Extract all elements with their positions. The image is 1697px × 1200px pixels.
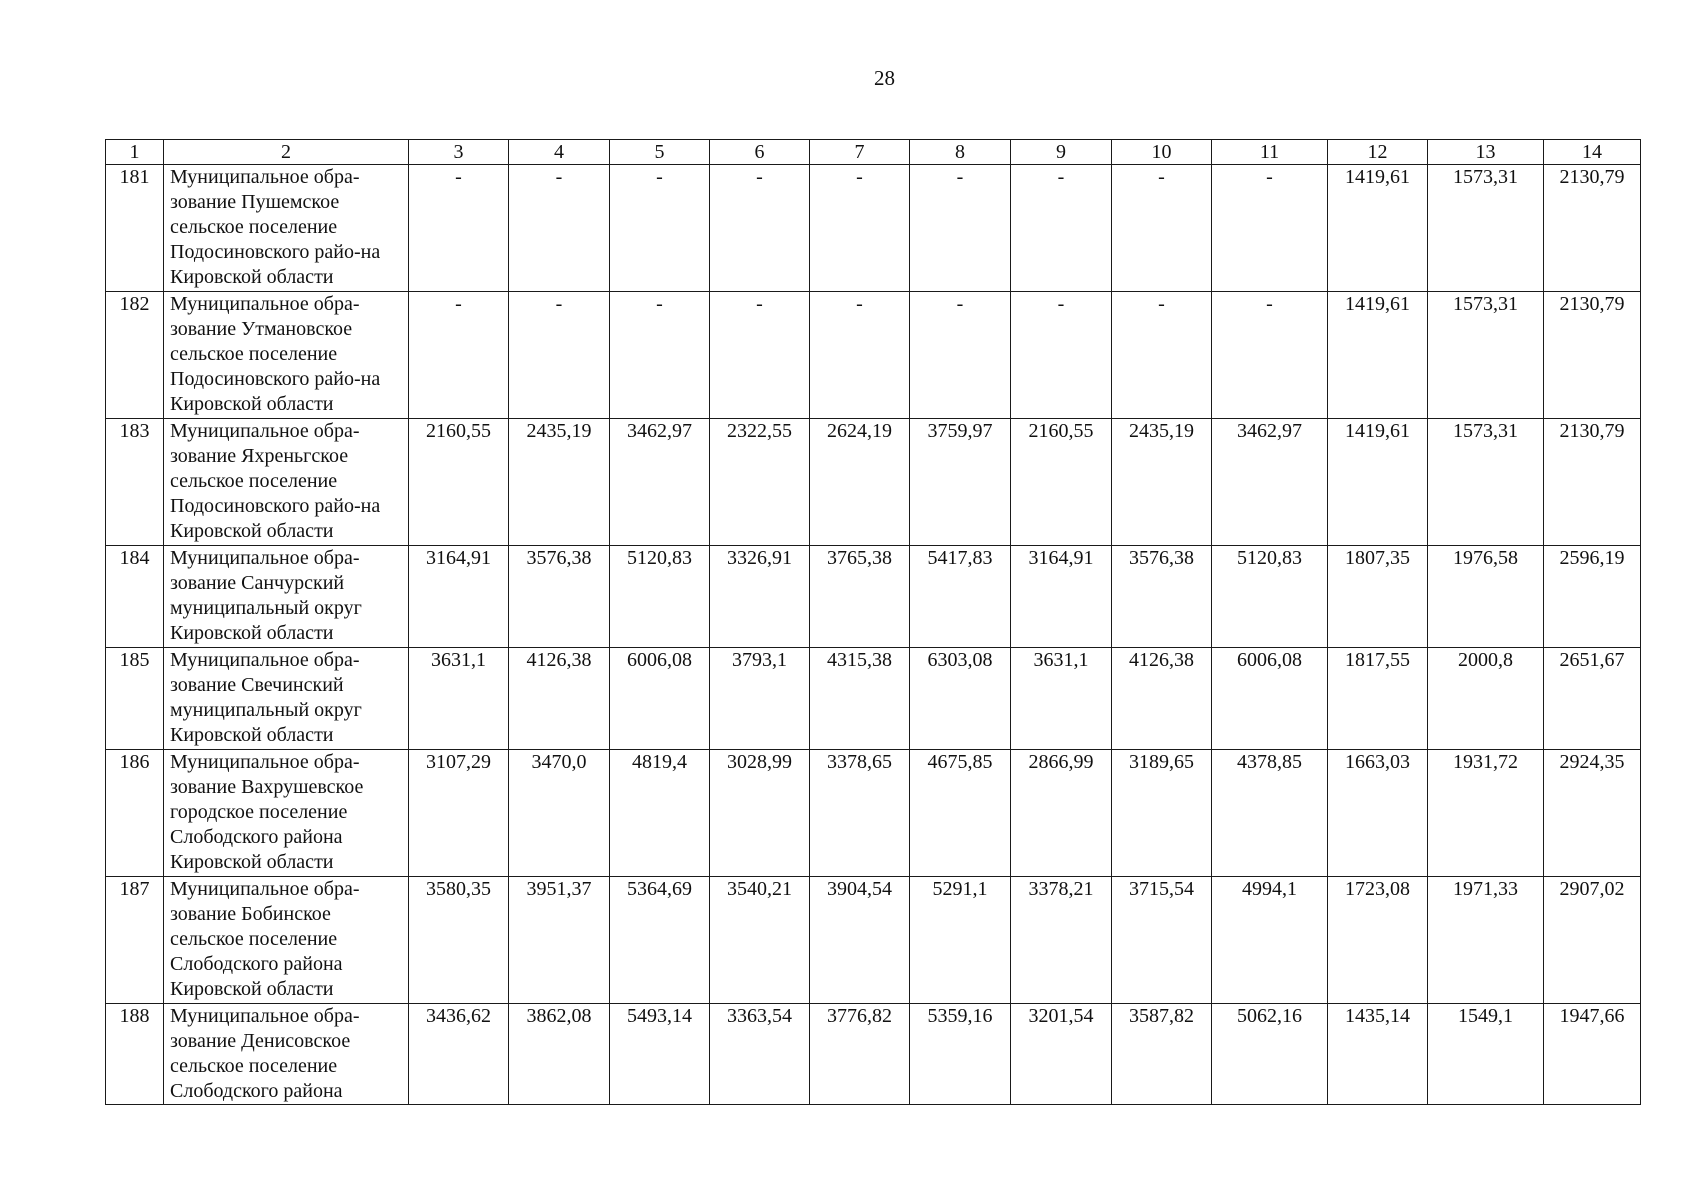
value-cell: -	[1011, 165, 1112, 292]
value-cell: -	[509, 292, 610, 419]
value-cell: 3759,97	[910, 419, 1011, 546]
value-cell: 1573,31	[1428, 165, 1544, 292]
value-cell: 6006,08	[1212, 648, 1328, 750]
value-cell: 3378,65	[810, 750, 910, 877]
value-cell: 6006,08	[610, 648, 710, 750]
value-cell: 1419,61	[1328, 292, 1428, 419]
page-number: 28	[874, 66, 895, 90]
value-cell: 3107,29	[409, 750, 509, 877]
value-cell: 2435,19	[509, 419, 610, 546]
value-cell: 5364,69	[610, 877, 710, 1004]
column-header: 11	[1212, 140, 1328, 165]
value-cell: 4378,85	[1212, 750, 1328, 877]
value-cell: 2907,02	[1544, 877, 1641, 1004]
value-cell: 3631,1	[1011, 648, 1112, 750]
value-cell: 1976,58	[1428, 546, 1544, 648]
value-cell: 4126,38	[509, 648, 610, 750]
value-cell: 3862,08	[509, 1004, 610, 1105]
value-cell: 1931,72	[1428, 750, 1544, 877]
municipality-name: Муниципальное обра-зование Свечинский муниципальный округ Кировской области	[164, 648, 409, 750]
column-header: 4	[509, 140, 610, 165]
value-cell: 4315,38	[810, 648, 910, 750]
value-cell: -	[910, 165, 1011, 292]
column-header: 3	[409, 140, 509, 165]
column-header: 12	[1328, 140, 1428, 165]
table-row	[106, 877, 1641, 1004]
value-cell: 1419,61	[1328, 419, 1428, 546]
municipality-name: Муниципальное обра-зование Денисовское сельское поселение Слободского района	[164, 1004, 409, 1105]
row-index: 184	[106, 546, 164, 648]
value-cell: 3164,91	[1011, 546, 1112, 648]
value-cell: 2924,35	[1544, 750, 1641, 877]
table-row	[106, 546, 1641, 648]
value-cell: 5359,16	[910, 1004, 1011, 1105]
value-cell: 3793,1	[710, 648, 810, 750]
value-cell: 3904,54	[810, 877, 910, 1004]
value-cell: 3164,91	[409, 546, 509, 648]
value-cell: 3580,35	[409, 877, 509, 1004]
value-cell: 2130,79	[1544, 292, 1641, 419]
value-cell: 3189,65	[1112, 750, 1212, 877]
table-row	[106, 750, 1641, 877]
table-row	[106, 165, 1641, 292]
value-cell: -	[710, 292, 810, 419]
value-cell: 3951,37	[509, 877, 610, 1004]
row-index: 188	[106, 1004, 164, 1105]
value-cell: 2435,19	[1112, 419, 1212, 546]
value-cell: -	[910, 292, 1011, 419]
row-index: 187	[106, 877, 164, 1004]
value-cell: -	[710, 165, 810, 292]
value-cell: 1435,14	[1328, 1004, 1428, 1105]
value-cell: 2130,79	[1544, 419, 1641, 546]
value-cell: 5120,83	[1212, 546, 1328, 648]
value-cell: 1807,35	[1328, 546, 1428, 648]
value-cell: 5493,14	[610, 1004, 710, 1105]
value-cell: -	[509, 165, 610, 292]
value-cell: 1971,33	[1428, 877, 1544, 1004]
municipality-name: Муниципальное обра-зование Вахрушевское городское поселение Слободского района Кировской области	[164, 750, 409, 877]
column-header: 14	[1544, 140, 1641, 165]
value-cell: 4819,4	[610, 750, 710, 877]
value-cell: 3462,97	[610, 419, 710, 546]
table-row	[106, 292, 1641, 419]
value-cell: 2322,55	[710, 419, 810, 546]
table-row	[106, 419, 1641, 546]
value-cell: 3462,97	[1212, 419, 1328, 546]
value-cell: 3201,54	[1011, 1004, 1112, 1105]
value-cell: 2624,19	[810, 419, 910, 546]
row-index: 181	[106, 165, 164, 292]
municipality-name: Муниципальное обра-зование Пушемское сельское поселение Подосиновского райо-на Кировской области	[164, 165, 409, 292]
value-cell: 3378,21	[1011, 877, 1112, 1004]
value-cell: 4126,38	[1112, 648, 1212, 750]
column-header: 10	[1112, 140, 1212, 165]
column-header: 13	[1428, 140, 1544, 165]
value-cell: 1419,61	[1328, 165, 1428, 292]
value-cell: 1723,08	[1328, 877, 1428, 1004]
value-cell: 3470,0	[509, 750, 610, 877]
value-cell: 4994,1	[1212, 877, 1328, 1004]
value-cell: 3436,62	[409, 1004, 509, 1105]
value-cell: 3587,82	[1112, 1004, 1212, 1105]
value-cell: 2596,19	[1544, 546, 1641, 648]
value-cell: 5120,83	[610, 546, 710, 648]
row-index: 182	[106, 292, 164, 419]
column-header: 2	[164, 140, 409, 165]
value-cell: -	[610, 165, 710, 292]
value-cell: 2651,67	[1544, 648, 1641, 750]
value-cell: 2000,8	[1428, 648, 1544, 750]
municipality-name: Муниципальное обра-зование Утмановское сельское поселение Подосиновского райо-на Кировской области	[164, 292, 409, 419]
row-index: 185	[106, 648, 164, 750]
value-cell: 3028,99	[710, 750, 810, 877]
value-cell: 1573,31	[1428, 419, 1544, 546]
value-cell: 2160,55	[409, 419, 509, 546]
tariff-table	[105, 139, 1641, 1105]
value-cell: 1947,66	[1544, 1004, 1641, 1105]
value-cell: 3326,91	[710, 546, 810, 648]
column-header: 7	[810, 140, 910, 165]
value-cell: 3363,54	[710, 1004, 810, 1105]
table-row	[106, 1004, 1641, 1105]
value-cell: -	[810, 292, 910, 419]
value-cell: 2130,79	[1544, 165, 1641, 292]
value-cell: -	[409, 165, 509, 292]
value-cell: 3715,54	[1112, 877, 1212, 1004]
table-row	[106, 648, 1641, 750]
municipality-name: Муниципальное обра-зование Яхреньгское сельское поселение Подосиновского райо-на Кировской области	[164, 419, 409, 546]
column-header: 1	[106, 140, 164, 165]
value-cell: 5417,83	[910, 546, 1011, 648]
value-cell: 3765,38	[810, 546, 910, 648]
value-cell: -	[1212, 292, 1328, 419]
column-header: 8	[910, 140, 1011, 165]
value-cell: 1817,55	[1328, 648, 1428, 750]
value-cell: -	[1112, 292, 1212, 419]
municipality-name: Муниципальное обра-зование Бобинское сельское поселение Слободского района Кировской области	[164, 877, 409, 1004]
value-cell: 2866,99	[1011, 750, 1112, 877]
value-cell: -	[1212, 165, 1328, 292]
value-cell: 2160,55	[1011, 419, 1112, 546]
row-index: 183	[106, 419, 164, 546]
value-cell: -	[1112, 165, 1212, 292]
value-cell: 3540,21	[710, 877, 810, 1004]
value-cell: 3576,38	[1112, 546, 1212, 648]
column-header: 5	[610, 140, 710, 165]
municipality-name: Муниципальное обра-зование Санчурский муниципальный округ Кировской области	[164, 546, 409, 648]
value-cell: 6303,08	[910, 648, 1011, 750]
row-index: 186	[106, 750, 164, 877]
value-cell: -	[610, 292, 710, 419]
value-cell: 1573,31	[1428, 292, 1544, 419]
value-cell: -	[810, 165, 910, 292]
column-header: 9	[1011, 140, 1112, 165]
value-cell: 1549,1	[1428, 1004, 1544, 1105]
value-cell: 3631,1	[409, 648, 509, 750]
value-cell: 4675,85	[910, 750, 1011, 877]
header-row	[106, 140, 1641, 165]
column-header: 6	[710, 140, 810, 165]
value-cell: 3576,38	[509, 546, 610, 648]
value-cell: 1663,03	[1328, 750, 1428, 877]
value-cell: 3776,82	[810, 1004, 910, 1105]
value-cell: 5062,16	[1212, 1004, 1328, 1105]
value-cell: 5291,1	[910, 877, 1011, 1004]
value-cell: -	[409, 292, 509, 419]
value-cell: -	[1011, 292, 1112, 419]
